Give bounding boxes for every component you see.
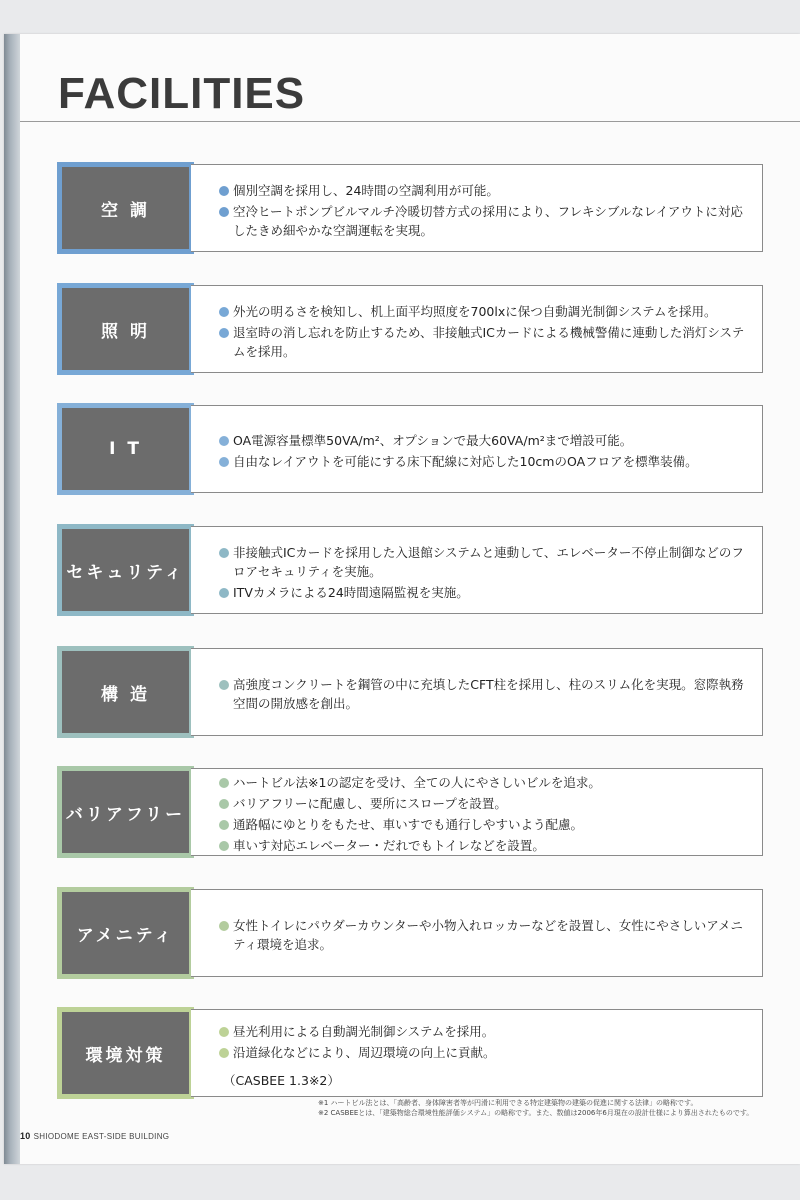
bullet-dot-icon (219, 186, 229, 196)
footnote-1: ※1 ハートビル法とは、「高齢者、身体障害者等が円滑に利用できる特定建築物の建築の促進に関する法律」の略称です。 (318, 1099, 698, 1107)
bullet-dot-icon (219, 680, 229, 690)
section-label: 空 調 (62, 167, 189, 249)
section-amenity (57, 887, 765, 979)
bullet-text: 空冷ヒートポンプビルマルチ冷暖切替方式の採用により、フレキシブルなレイアウトに対応したきめ細やかな空調運転を実現。 (233, 203, 743, 238)
bullet-text: 昼光利用による自動調光制御システムを採用。 (233, 1024, 495, 1039)
section-label: I T (62, 408, 189, 490)
page-number: 10 (20, 1131, 31, 1141)
title-divider (20, 121, 800, 122)
section-label-frame (57, 1007, 194, 1099)
bullet-dot-icon (219, 1048, 229, 1058)
bullet-item (219, 1043, 752, 1062)
section-label-frame (57, 646, 194, 738)
bullet-dot-icon (219, 436, 229, 446)
bullet-text: 個別空調を採用し、24時間の空調利用が可能。 (233, 182, 499, 198)
bullet-text: バリアフリーに配慮し、要所にスロープを設置。 (233, 796, 507, 811)
bullet-text: 沿道緑化などにより、周辺環境の向上に貢献。 (233, 1045, 496, 1060)
section-label-frame (57, 283, 194, 375)
page-footer (20, 1131, 169, 1141)
bullet-dot-icon (219, 307, 229, 317)
bullet-item (219, 675, 752, 713)
bullet-item (219, 916, 752, 954)
bullet-item (219, 583, 752, 602)
section-label-frame (57, 403, 194, 495)
section-label-frame (57, 766, 194, 858)
section-lighting (57, 283, 765, 375)
section-content (191, 405, 763, 493)
bullet-dot-icon (219, 921, 229, 931)
section-content (191, 164, 763, 252)
footnotes (318, 1098, 778, 1118)
bullet-text: 外光の明るさを検知し、机上面平均照度を700lxに保つ自動調光制御システムを採用。 (233, 303, 717, 319)
section-label: アメニティ (62, 892, 189, 974)
bullet-item (219, 815, 752, 834)
section-environment (57, 1007, 765, 1099)
section-content (191, 1009, 763, 1097)
bullet-dot-icon (219, 799, 229, 809)
binding-edge (4, 34, 20, 1164)
bullet-dot-icon (219, 328, 229, 338)
bullet-item (219, 302, 752, 321)
section-label-frame (57, 162, 194, 254)
casbee-note: （CASBEE 1.3※2） (223, 1073, 340, 1088)
bullet-item (219, 431, 752, 450)
section-security (57, 524, 765, 616)
bullet-text: 女性トイレにパウダーカウンターや小物入れロッカーなどを設置し、女性にやさしいアメニティ環境を追求。 (233, 918, 744, 952)
bullet-item (219, 836, 752, 855)
bullet-item (219, 181, 752, 200)
bullet-text: 車いす対応エレベーター・だれでもトイレなどを設置。 (233, 838, 545, 853)
bullet-item (219, 1022, 752, 1041)
bullet-text: 通路幅にゆとりをもたせ、車いすでも通行しやすいよう配慮。 (233, 817, 584, 832)
section-label: セキュリティ (62, 529, 189, 611)
bullet-text: ハートビル法※1の認定を受け、全ての人にやさしいビルを追求。 (233, 775, 601, 790)
building-name: SHIODOME EAST-SIDE BUILDING (33, 1132, 170, 1141)
bullet-item (219, 323, 752, 361)
bullet-text: 高強度コンクリートを鋼管の中に充填したCFT柱を採用し、柱のスリム化を実現。窓際執務空間の開放感を創出。 (233, 677, 744, 711)
bullet-text: OA電源容量標準50VA/m²、オプションで最大60VA/m²まで増設可能。 (233, 433, 633, 448)
bullet-dot-icon (219, 1027, 229, 1037)
section-content (191, 526, 763, 614)
section-content (191, 889, 763, 977)
bullet-item (219, 452, 752, 471)
section-label-frame (57, 524, 194, 616)
bullet-dot-icon (219, 778, 229, 788)
bullet-item (219, 543, 752, 581)
section-air-conditioning (57, 162, 765, 254)
section-label: 照 明 (62, 288, 189, 370)
section-it (57, 403, 765, 495)
section-barrier-free (57, 766, 765, 858)
section-content (191, 648, 763, 736)
section-label-frame (57, 887, 194, 979)
page-title: FACILITIES (58, 69, 306, 118)
bullet-dot-icon (219, 841, 229, 851)
section-label: 環境対策 (62, 1012, 189, 1094)
bullet-dot-icon (219, 207, 229, 217)
footnote-2: ※2 CASBEEとは、「建築物総合環境性能評価システム」の略称です。また、数値は2006年6月現在の設計仕様により算出されたものです。 (318, 1109, 754, 1117)
bullet-dot-icon (219, 588, 229, 598)
bullet-text: 非接触式ICカードを採用した入退館システムと連動して、エレベーター不停止制御などのフロアセキュリティを実施。 (233, 544, 744, 579)
bullet-dot-icon (219, 820, 229, 830)
bullet-item (219, 794, 752, 813)
section-label: 構 造 (62, 651, 189, 733)
bullet-dot-icon (219, 457, 229, 467)
bullet-item (219, 202, 752, 240)
section-structure (57, 646, 765, 738)
bullet-text: 退室時の消し忘れを防止するため、非接触式ICカードによる機械警備に連動した消灯システムを採用。 (233, 324, 745, 359)
section-label: バリアフリー (62, 771, 189, 853)
section-content (191, 768, 763, 856)
section-content (191, 285, 763, 373)
bullet-text: ITVカメラによる24時間遠隔監視を実施。 (233, 584, 469, 600)
bullet-item (219, 773, 752, 792)
bullet-text: 自由なレイアウトを可能にする床下配線に対応した10cmのOAフロアを標準装備。 (233, 454, 698, 469)
bullet-dot-icon (219, 548, 229, 558)
